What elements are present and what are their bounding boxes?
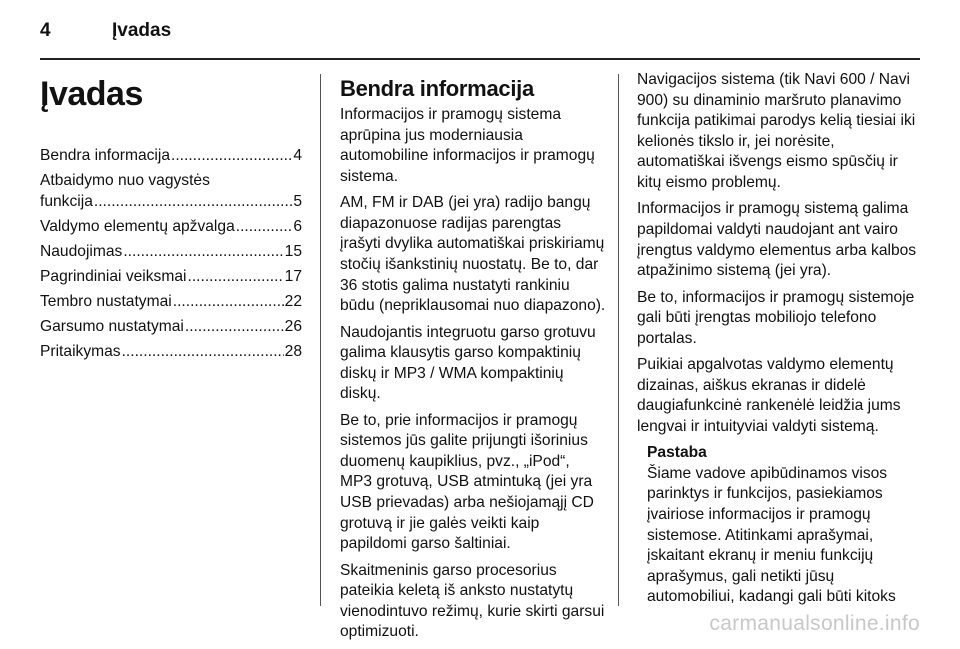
toc-item-garsumo-nustatymai[interactable]	[40, 317, 302, 338]
chapter-title: Įvadas	[40, 75, 143, 113]
toc-label-line1: Atbaidymo nuo vagystės	[40, 172, 210, 190]
toc-item-pagrindiniai-veiksmai[interactable]	[40, 267, 302, 288]
toc-label: Pritaikymas	[40, 343, 121, 361]
toc-item-valdymo-elementu[interactable]	[40, 217, 302, 238]
toc-label: Bendra informacija	[40, 147, 171, 164]
toc-item-atbaidymo-funkcija[interactable]	[40, 171, 302, 212]
toc-label: Pagrindiniai veiksmai	[40, 267, 187, 285]
paragraph: Be to, prie informacijos ir pramogų sistemos jūs galite prijungti išorinius duomenų kaupiklius, pvz., „iPod“, MP3 grotuvą, USB atmintuką (jei yra USB prievadas) arba nešiojamąjį CD grotuvą ir jie galės veikti kaip papildomi garso šaltiniai.	[340, 411, 594, 553]
right-column	[637, 70, 920, 608]
paragraph: Puikiai apgalvotas valdymo elementų dizainas, aiškus ekranas ir didelė daugiafunkcinė rankenėlė leidžia jums lengvai ir intuityviai valdyti sistemą.	[637, 356, 901, 435]
toc-item-tembro-nustatymai[interactable]	[40, 292, 302, 313]
header-title: Įvadas	[112, 20, 172, 41]
toc-column	[40, 70, 302, 367]
note-title: Pastaba	[647, 444, 707, 462]
section-column	[340, 70, 606, 649]
toc-item-bendra-informacija[interactable]	[40, 146, 302, 167]
paragraph: Informacijos ir pramogų sistema aprūpina jus moderniausia automobiline informacijos ir pramogų sistema.	[340, 106, 595, 185]
toc-label: Tembro nustatymai	[40, 293, 172, 311]
toc-label: Valdymo elementų apžvalga	[40, 217, 235, 235]
toc-label: Garsumo nustatymai	[40, 318, 184, 336]
toc-page: 4	[293, 147, 302, 164]
watermark: carmanualsonline.info	[709, 612, 920, 635]
note-block	[647, 443, 920, 608]
page-number: 4	[40, 20, 51, 41]
column-divider	[320, 74, 321, 606]
paragraph: AM, FM ir DAB (jei yra) radijo bangų diapazonuose radijas parengtas įrašyti dvylika automatiškai priskiriamų stočių išankstinių nuostatų. Be to, dar 36 stotis galima nustatyti rankiniu būdu (nepriklausomai nuo diapazono).	[340, 194, 606, 315]
toc-page: 6	[293, 217, 302, 235]
paragraph: Navigacijos sistema (tik Navi 600 / Navi 900) su dinaminio maršruto planavimo funkcija patikimai parodys kelią tiesiai iki kelionės tikslo ir, jei norėsite, automatiškai išvengs eismo spūsčių ir kitų eismo problemų.	[637, 71, 916, 191]
section-heading: Bendra informacija	[340, 76, 534, 101]
column-divider	[618, 74, 619, 606]
paragraph: Be to, informacijos ir pramogų sistemoje gali būti įrengtas mobiliojo telefono portalas.	[637, 288, 915, 347]
toc-item-pritaikymas[interactable]	[40, 342, 302, 363]
toc-page: 5	[293, 192, 302, 210]
note-text: Šiame vadove apibūdinamos visos parinktys ir funkcijos, pasiekiamos įvairiose informacijos ir pramogų sistemose. Atitinkami aprašymai, įskaitant ekranų ir meniu funkcijų aprašymus, gali netikti jūsų automobiliui, kadangi gali būti kitoks	[647, 464, 896, 606]
toc-page: 28	[284, 343, 302, 361]
toc-page: 26	[284, 318, 302, 336]
toc-page: 15	[284, 242, 302, 260]
toc-label: funkcija	[40, 192, 93, 210]
paragraph: Skaitmeninis garso procesorius pateikia keletą iš anksto nustatytų vienodintuvo režimų, kurie skirti garsui optimizuoti.	[340, 561, 605, 641]
paragraph: Informacijos ir pramogų sistemą galima papildomai valdyti naudojant ant vairo įrengtus valdymo elementus arba kalbos atpažinimo sistemą (jei yra).	[637, 200, 917, 280]
toc-label: Naudojimas	[40, 242, 123, 260]
paragraph: Naudojantis integruotu garso grotuvu galima klausytis garso kompaktinių diskų ir MP3 / WMA kompaktinių diskų.	[340, 323, 596, 403]
page-header	[40, 20, 920, 46]
toc-page: 17	[284, 267, 302, 285]
toc-item-naudojimas[interactable]	[40, 242, 302, 263]
toc-page: 22	[284, 293, 302, 311]
header-rule	[40, 58, 920, 60]
